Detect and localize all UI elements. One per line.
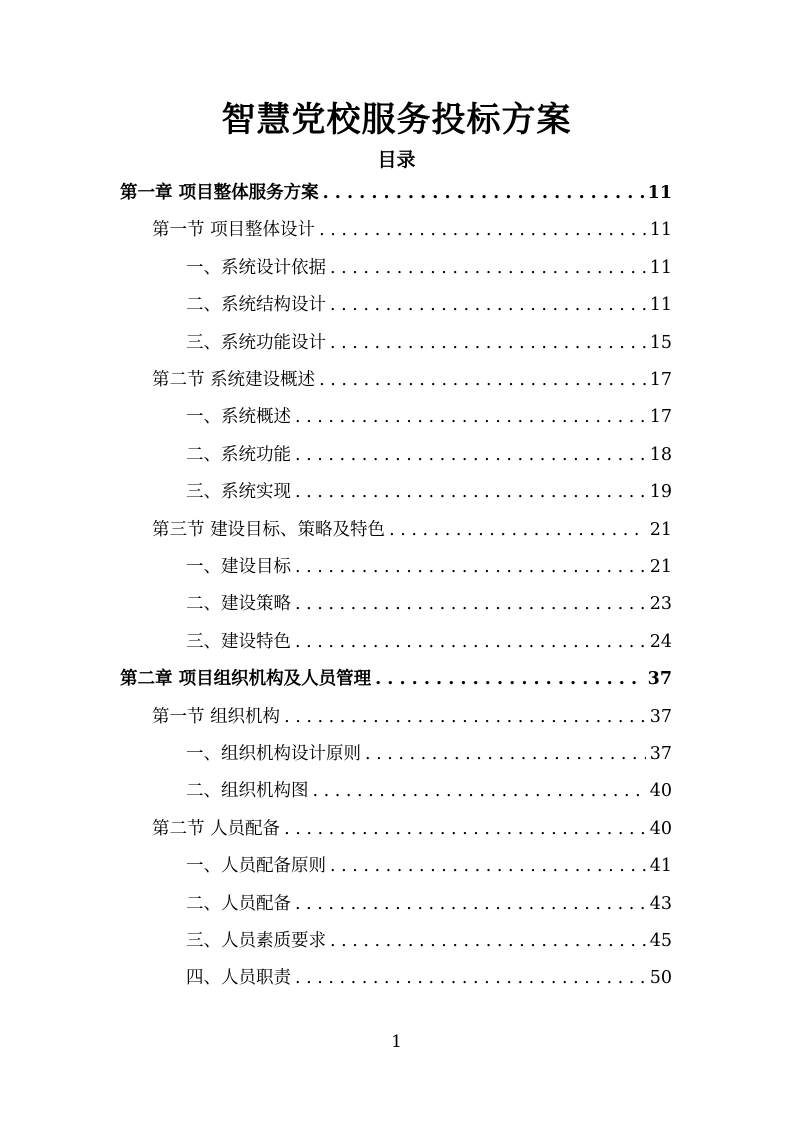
toc-item-entry[interactable] — [186, 886, 672, 923]
toc-entry-page: 17 — [649, 370, 672, 390]
toc-entry-page: 18 — [649, 444, 672, 465]
toc-item-entry[interactable] — [186, 399, 672, 436]
toc-entry-page: 45 — [649, 931, 672, 951]
toc-chapter-entry[interactable] — [120, 661, 672, 698]
toc-dot-leader — [295, 624, 646, 661]
toc-item-entry[interactable] — [186, 624, 672, 661]
toc-entry-page: 37 — [649, 744, 672, 764]
toc-dot-leader — [319, 362, 646, 399]
toc-entry-label: 一、建设目标 — [186, 557, 291, 577]
toc-section-entry[interactable] — [152, 212, 672, 249]
toc-dot-leader — [389, 512, 646, 549]
toc-entry-label: 二、系统功能 — [186, 444, 291, 465]
toc-entry-label: 第二节 人员配备 — [152, 818, 281, 839]
toc-dot-leader — [330, 250, 646, 287]
toc-entry-label: 第一节 项目整体设计 — [152, 220, 316, 241]
toc-entry-label: 三、系统功能设计 — [186, 332, 326, 353]
toc-entry-label: 一、系统设计依据 — [186, 257, 326, 278]
toc-dot-leader — [284, 811, 646, 848]
toc-entry-page: 11 — [649, 257, 672, 278]
toc-entry-label: 一、系统概述 — [186, 407, 291, 428]
toc-entry-label: 二、建设策略 — [186, 594, 291, 615]
toc-dot-leader — [330, 923, 646, 960]
toc-entry-page: 50 — [649, 968, 672, 989]
toc-section-entry[interactable] — [152, 811, 672, 848]
toc-item-entry[interactable] — [186, 549, 672, 586]
toc-entry-page: 24 — [649, 631, 672, 652]
toc-entry-page: 11 — [649, 295, 672, 316]
toc-item-entry[interactable] — [186, 325, 672, 362]
toc-section-entry[interactable] — [152, 512, 672, 549]
toc-item-entry[interactable] — [186, 287, 672, 324]
toc-entry-page: 11 — [649, 220, 672, 241]
toc-entry-label: 第二节 系统建设概述 — [152, 370, 316, 390]
toc-item-entry[interactable] — [186, 736, 672, 773]
toc-entry-label: 二、人员配备 — [186, 893, 291, 914]
toc-entry-page: 11 — [647, 183, 672, 203]
toc-entry-label: 第一章 项目整体服务方案 — [120, 183, 319, 203]
toc-chapter-entry[interactable] — [120, 175, 672, 212]
toc-dot-leader — [313, 773, 646, 810]
toc-dot-leader — [295, 437, 646, 474]
toc-item-entry[interactable] — [186, 586, 672, 623]
toc-item-entry[interactable] — [186, 773, 672, 810]
toc-heading: 目录 — [377, 149, 416, 171]
toc-entry-label: 二、系统结构设计 — [186, 295, 326, 316]
toc-entry-label: 三、人员素质要求 — [186, 931, 326, 951]
toc-item-entry[interactable] — [186, 250, 672, 287]
toc-entry-label: 二、组织机构图 — [186, 781, 309, 802]
toc-entry-label: 三、建设特色 — [186, 631, 291, 652]
toc-item-entry[interactable] — [186, 474, 672, 511]
toc-section-entry[interactable] — [152, 699, 672, 736]
toc-entry-page: 17 — [649, 407, 672, 428]
toc-entry-label: 第一节 组织机构 — [152, 706, 281, 727]
toc-dot-leader — [319, 212, 646, 249]
toc-entry-label: 四、人员职责 — [186, 968, 291, 989]
toc-entry-label: 一、人员配备原则 — [186, 856, 326, 877]
toc-entry-page: 41 — [649, 856, 672, 877]
toc-dot-leader — [295, 886, 646, 923]
toc-entry-page: 19 — [649, 482, 672, 503]
toc-entry-label: 第二章 项目组织机构及人员管理 — [120, 669, 372, 690]
toc-entry-page: 40 — [649, 818, 672, 839]
toc-dot-leader — [295, 474, 646, 511]
toc-entry-page: 15 — [649, 332, 672, 353]
page-number: 1 — [391, 1032, 402, 1052]
toc-entry-page: 37 — [649, 706, 672, 727]
toc-item-entry[interactable] — [186, 437, 672, 474]
toc-entry-label: 一、组织机构设计原则 — [186, 744, 361, 764]
toc-item-entry[interactable] — [186, 848, 672, 885]
toc-entry-page: 37 — [647, 669, 672, 690]
toc-dot-leader — [365, 736, 646, 773]
toc-dot-leader — [295, 586, 646, 623]
toc-entry-page: 40 — [649, 781, 672, 802]
toc-dot-leader — [284, 699, 646, 736]
toc-entry-page: 21 — [649, 557, 672, 577]
toc-dot-leader — [323, 175, 644, 212]
toc-dot-leader — [295, 549, 646, 586]
toc-dot-leader — [295, 399, 646, 436]
toc-entry-label: 第三节 建设目标、策略及特色 — [152, 519, 386, 540]
toc-item-entry[interactable] — [186, 960, 672, 997]
toc-entry-label: 三、系统实现 — [186, 482, 291, 503]
document-title: 智慧党校服务投标方案 — [221, 100, 572, 140]
toc-item-entry[interactable] — [186, 923, 672, 960]
toc-dot-leader — [375, 661, 644, 698]
toc-dot-leader — [330, 287, 646, 324]
toc-entry-page: 21 — [649, 519, 672, 540]
toc-entry-page: 23 — [649, 594, 672, 615]
toc-entry-page: 43 — [649, 893, 672, 914]
toc-section-entry[interactable] — [152, 362, 672, 399]
toc-dot-leader — [330, 848, 646, 885]
toc-dot-leader — [330, 325, 646, 362]
toc-dot-leader — [295, 960, 646, 997]
